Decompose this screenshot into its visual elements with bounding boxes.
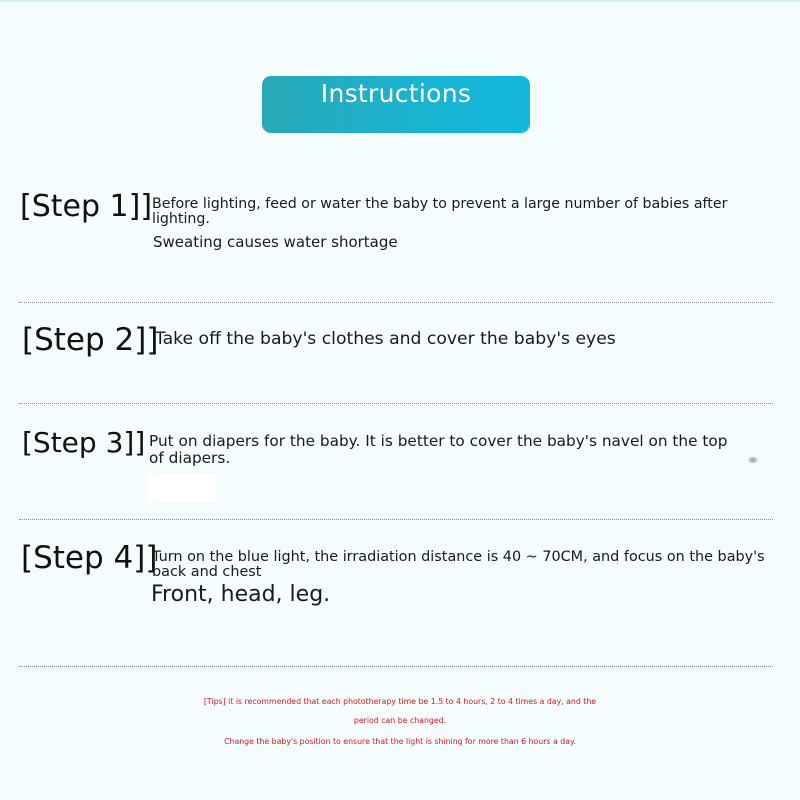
step-1-text-line-3: Sweating causes water shortage: [153, 233, 398, 251]
blank-patch: [147, 474, 217, 502]
step-2-label: [Step 2]]: [22, 322, 159, 358]
divider-3: [19, 519, 773, 520]
top-border: [0, 0, 800, 2]
step-4-text-line-2: back and chest: [152, 564, 262, 580]
tips-line-1: [Tips] it is recommended that each phototherapy time be 1.5 to 4 hours, 2 to 4 times a day, and the: [203, 697, 597, 706]
title-badge: [262, 76, 530, 133]
step-3-text-line-1: Put on diapers for the baby. It is better to cover the baby's navel on the top: [149, 432, 728, 450]
step-3-text-line-2: of diapers.: [149, 449, 231, 467]
step-1-label: [Step 1]]: [20, 189, 153, 224]
divider-2: [19, 403, 773, 404]
step-4-label: [Step 4]]: [21, 540, 158, 576]
step-2-text-line-1: Take off the baby's clothes and cover the baby's eyes: [155, 329, 616, 349]
step-4-text-line-1: Turn on the blue light, the irradiation distance is 40 ~ 70CM, and focus on the baby's: [152, 549, 765, 565]
speck-icon: [748, 457, 758, 463]
tips-line-2: period can be changed.: [353, 716, 447, 725]
tips-line-3: Change the baby's position to ensure that the light is shining for more than 6 hours a day.: [224, 737, 576, 746]
step-4-text-line-3: Front, head, leg.: [151, 582, 331, 607]
step-3-label: [Step 3]]: [22, 426, 146, 459]
divider-4: [19, 666, 773, 667]
step-1-text-line-1: Before lighting, feed or water the baby to prevent a large number of babies after: [152, 196, 728, 212]
divider-1: [19, 302, 773, 303]
step-1-text-line-2: lighting.: [152, 211, 210, 227]
page-title: Instructions: [320, 79, 472, 108]
